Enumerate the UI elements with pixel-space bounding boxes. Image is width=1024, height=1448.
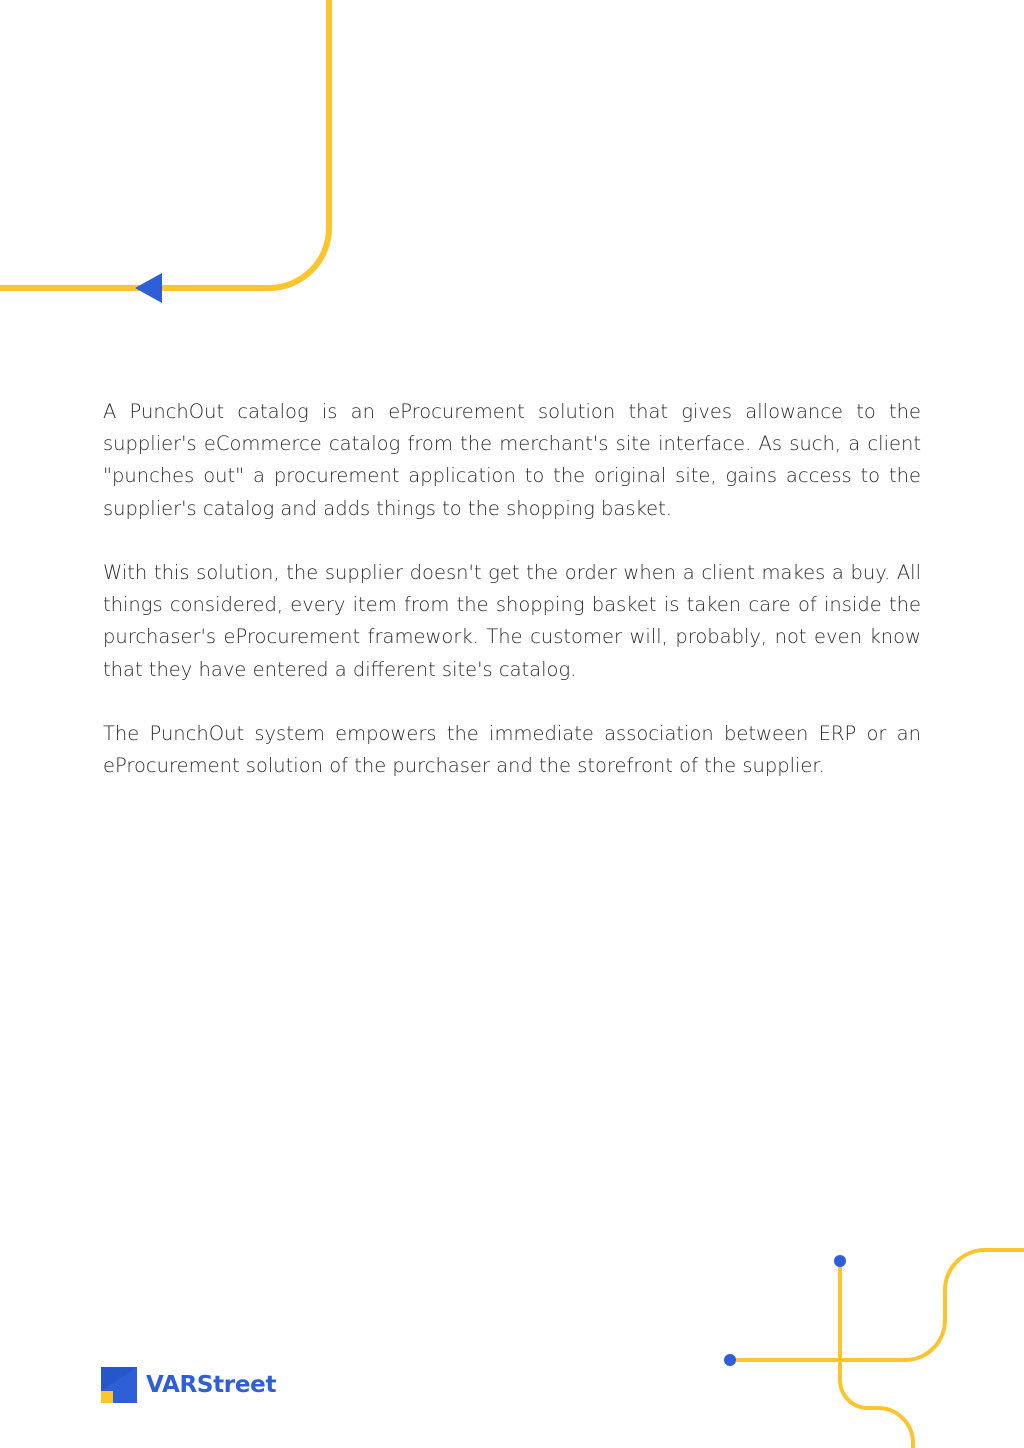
varstreet-logo-icon — [101, 1367, 137, 1403]
paragraph-3: The PunchOut system empowers the immediate association between ERP or an eProcurement solution of the purchaser and the storefront of the supplier. — [103, 722, 921, 778]
arrowhead-icon — [135, 273, 162, 303]
paragraph-2: With this solution, the supplier doesn't get the order when a client makes a buy. All things considered, every item from the shopping basket is taken care of inside the purchaser's eProcurement framework. The customer will, probably, not even know that they have entered a different site's catalog. — [103, 561, 921, 681]
brand-logo — [101, 1366, 276, 1404]
body-text — [103, 396, 921, 815]
bottom-horizontal-line — [730, 1250, 1024, 1360]
paragraph-1: A PunchOut catalog is an eProcurement solution that gives allowance to the supplier's eCommerce catalog from the merchant's site interface. As such, a client "punches out" a procurement application to the original site, gains access to the supplier's catalog and adds things to the shopping basket. — [103, 400, 921, 520]
node-dot-left — [724, 1354, 736, 1366]
bottom-vertical-line — [840, 1262, 913, 1448]
top-connector-line — [0, 0, 329, 288]
brand-name: VARStreet — [146, 1372, 277, 1398]
node-dot-top — [834, 1255, 846, 1267]
